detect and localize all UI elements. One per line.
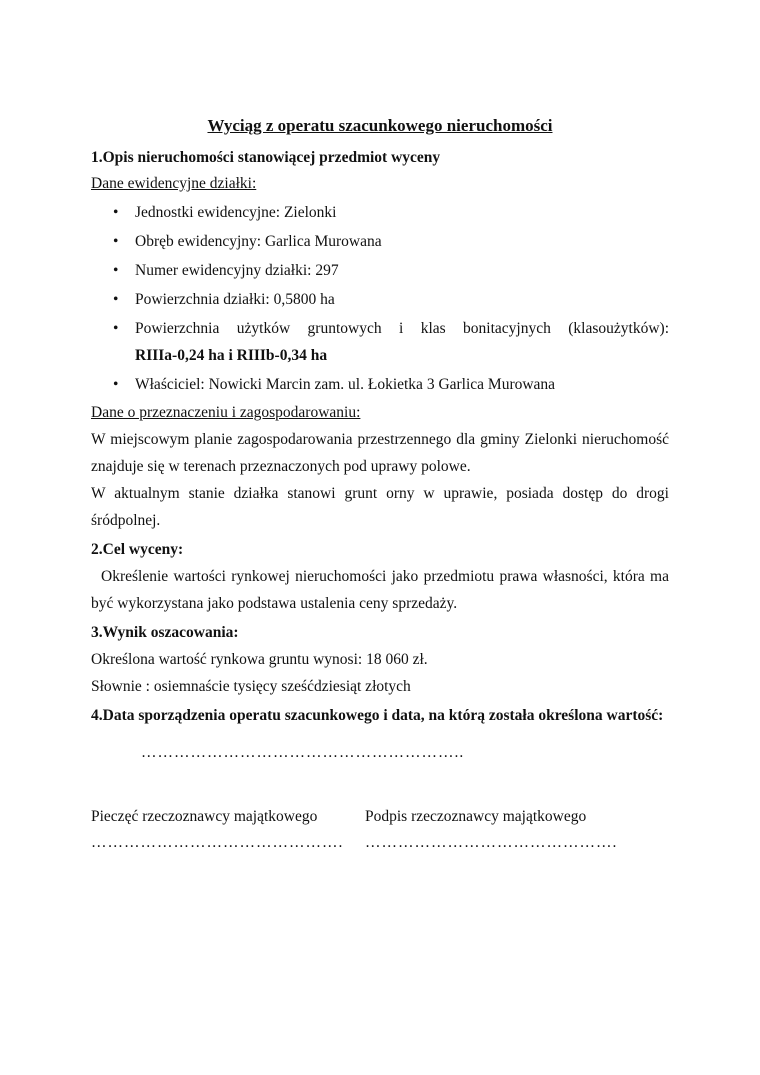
- document-content: [91, 116, 669, 856]
- section2-heading: 2.Cel wyceny:: [91, 541, 184, 558]
- list-item-continuation: RIIIa-0,24 ha i RIIIb-0,34 ha: [135, 347, 328, 364]
- parcel-data-list: [91, 199, 669, 398]
- section4-heading: 4.Data sporządzenia operatu szacunkowego i data, na którą została określona wartość:: [91, 707, 664, 724]
- signature-column: [365, 804, 665, 856]
- list-item-text: Powierzchnia działki: 0,5800 ha: [135, 291, 335, 308]
- zoning-paragraph: W miejscowym planie zagospodarowania przestrzennego dla gminy Zielonki nieruchomość znajduje się w terenach przeznaczonych pod uprawy polowe.: [91, 431, 669, 475]
- current-state-paragraph: W aktualnym stanie działka stanowi grunt orny w uprawie, posiada dostęp do drogi śródpolnej.: [91, 485, 669, 529]
- bullet-icon: •: [113, 320, 119, 337]
- date-dotted-line: …………………………………………………..: [141, 744, 465, 761]
- list-item-text: Obręb ewidencyjny: Garlica Murowana: [135, 233, 382, 250]
- valuation-result-in-words: Słownie : osiemnaście tysięcy sześćdziesiąt złotych: [91, 678, 411, 695]
- bullet-icon: •: [113, 291, 119, 308]
- list-item: [113, 315, 669, 369]
- document-title: Wyciąg z operatu szacunkowego nieruchomości: [207, 116, 553, 135]
- valuation-result: Określona wartość rynkowa gruntu wynosi: 18 060 zł.: [91, 651, 428, 668]
- bullet-icon: •: [113, 262, 119, 279]
- signature-block: [91, 804, 669, 856]
- valuation-purpose-paragraph: Określenie wartości rynkowej nieruchomości jako przedmiotu prawa własności, która ma być wykorzystana jako podstawa ustalenia ceny sprzedaży.: [91, 568, 669, 612]
- section1-heading: 1.Opis nieruchomości stanowiącej przedmiot wyceny: [91, 149, 441, 166]
- list-item: [113, 228, 669, 255]
- list-item: [113, 199, 669, 226]
- bullet-icon: •: [113, 233, 119, 250]
- section3-heading: 3.Wynik oszacowania:: [91, 624, 239, 641]
- list-item-text: Właściciel: Nowicki Marcin zam. ul. Łokietka 3 Garlica Murowana: [135, 376, 556, 393]
- list-item-text: Numer ewidencyjny działki: 297: [135, 262, 339, 279]
- list-item: [113, 371, 669, 398]
- list-item: [113, 286, 669, 313]
- bullet-icon: •: [113, 376, 119, 393]
- stamp-dotted-line: ……………………………………….: [91, 834, 344, 851]
- stamp-label: Pieczęć rzeczoznawcy majątkowego: [91, 808, 318, 825]
- signature-label: Podpis rzeczoznawcy majątkowego: [365, 808, 587, 825]
- signature-dotted-line: ……………………………………….: [365, 834, 618, 851]
- list-item: [113, 257, 669, 284]
- section1-subheading: Dane ewidencyjne działki:: [91, 175, 257, 192]
- list-item-text: Powierzchnia użytków gruntowych i klas bonitacyjnych (klasoużytków):: [135, 320, 669, 337]
- list-item-text: Jednostki ewidencyjne: Zielonki: [135, 204, 337, 221]
- stamp-column: [91, 804, 365, 856]
- section1-subheading-2: Dane o przeznaczeniu i zagospodarowaniu:: [91, 404, 361, 421]
- bullet-icon: •: [113, 204, 119, 221]
